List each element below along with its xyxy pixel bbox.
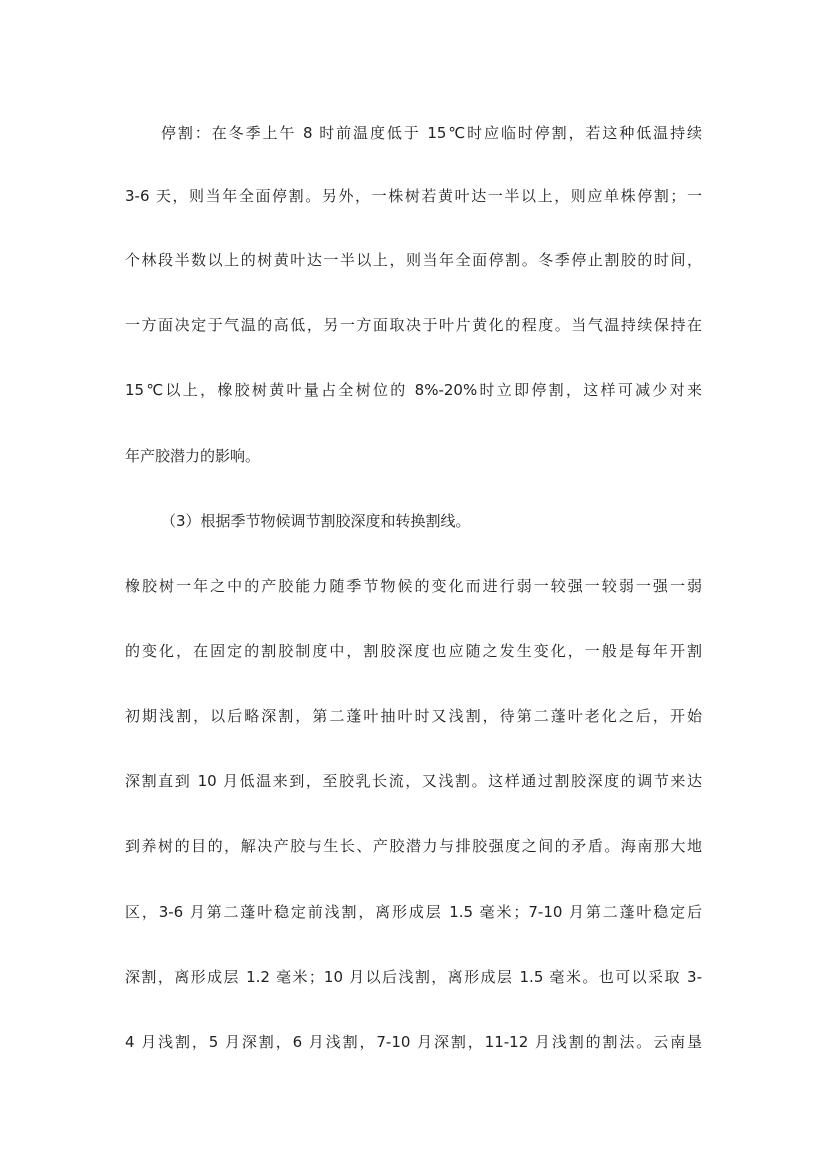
- text-line: 年产胶潜力的影响。: [125, 447, 261, 465]
- text-line: 深割直到 10 月低温来到，至胶乳长流，又浅割。这样通过割胶深度的调节来达: [125, 772, 702, 790]
- text-line: 初期浅割，以后略深割，第二蓬叶抽叶时又浅割，待第二蓬叶老化之后，开始: [125, 707, 702, 725]
- section-heading: （3）根据季节物候调节割胶深度和转换割线。: [161, 512, 471, 530]
- text-line: 橡胶树一年之中的产胶能力随季节物候的变化而进行弱一较强一较弱一强一弱: [125, 577, 702, 595]
- text-line: 4 月浅割，5 月深割，6 月浅割，7-10 月深割，11-12 月浅割的割法。云南垦: [125, 1033, 702, 1051]
- text-line: 区，3-6 月第二蓬叶稳定前浅割，离形成层 1.5 毫米；7-10 月第二蓬叶稳定后: [125, 903, 702, 921]
- text-line: 停割：在冬季上午 8 时前温度低于 15℃时应临时停割，若这种低温持续: [161, 124, 702, 142]
- text-line: 一方面决定于气温的高低，另一方面取决于叶片黄化的程度。当气温持续保持在: [125, 316, 702, 334]
- text-line: 深割，离形成层 1.2 毫米；10 月以后浅割，离形成层 1.5 毫米。也可以采取 3-: [125, 968, 702, 986]
- text-line: 3-6 天，则当年全面停割。另外，一株树若黄叶达一半以上，则应单株停割；一: [125, 187, 702, 205]
- text-line: 个林段半数以上的树黄叶达一半以上，则当年全面停割。冬季停止割胶的时间，: [125, 251, 702, 269]
- text-line: 到养树的目的，解决产胶与生长、产胶潜力与排胶强度之间的矛盾。海南那大地: [125, 837, 702, 855]
- text-line: 的变化，在固定的割胶制度中，割胶深度也应随之发生变化，一般是每年开割: [125, 642, 702, 660]
- text-line: 15℃以上，橡胶树黄叶量占全树位的 8%-20%时立即停割，这样可减少对来: [125, 381, 702, 399]
